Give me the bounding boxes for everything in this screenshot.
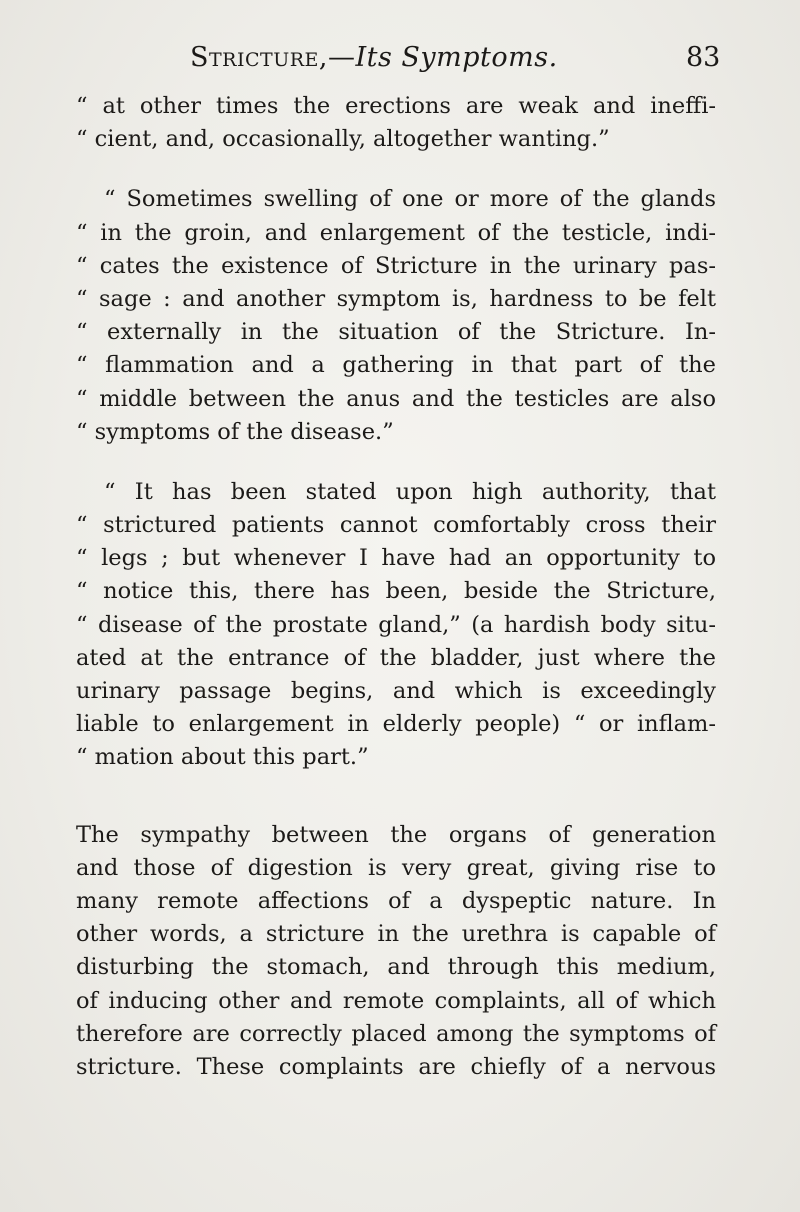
text-line: “ Sometimes swelling of one or more of the glands — [104, 186, 716, 213]
text-line: ated at the entrance of the bladder, just where the — [76, 644, 716, 671]
text-line: “ notice this, there has been, beside the Stricture, — [76, 578, 716, 605]
text-line: The sympathy between the organs of generation — [76, 821, 716, 848]
text-line: “ symptoms of the disease.” — [76, 418, 394, 445]
running-title — [190, 42, 558, 73]
text-line: stricture. These complaints are chiefly of a nervous — [76, 1053, 716, 1080]
text-line: urinary passage begins, and which is exceedingly — [76, 678, 716, 704]
paragraph-4 — [76, 819, 716, 1085]
paragraph-3 — [76, 476, 716, 775]
running-header — [0, 42, 800, 82]
text-line: “ middle between the anus and the testicles are also — [76, 385, 716, 412]
body-text — [76, 90, 716, 1084]
text-line: “ externally in the situation of the Stricture. In- — [76, 319, 716, 346]
text-line: and those of digestion is very great, giving rise to — [76, 854, 716, 881]
text-line: many remote affections of a dyspeptic nature. In — [76, 887, 716, 914]
text-line: “ cates the existence of Stricture in the urinary pas- — [76, 252, 716, 279]
text-line: “ cient, and, occasionally, altogether wanting.” — [76, 126, 610, 153]
paragraph-1 — [76, 90, 716, 156]
page-number: 83 — [686, 42, 721, 73]
title-dash: — — [327, 42, 356, 73]
text-line: liable to enlargement in elderly people) “ or inflam- — [76, 711, 716, 738]
text-line: “ It has been stated upon high authority, that — [104, 478, 716, 505]
text-line: “ at other times the erections are weak and ineffi- — [76, 93, 716, 119]
text-line: other words, a stricture in the urethra is capable of — [76, 921, 716, 948]
text-line: “ sage : and another symptom is, hardness to be felt — [76, 285, 716, 312]
text-line: “ mation about this part.” — [76, 744, 369, 771]
title-italic: Its Symptoms. — [355, 42, 558, 73]
text-line: “ flammation and a gathering in that part of the — [76, 352, 716, 379]
text-line: “ strictured patients cannot comfortably cross their — [76, 512, 716, 539]
text-line: of inducing other and remote complaints, all of which — [76, 987, 716, 1014]
text-line: “ disease of the prostate gland,” (a hardish body situ- — [76, 611, 716, 638]
title-caps: Stricture, — [190, 42, 328, 73]
text-line: “ in the groin, and enlargement of the testicle, indi- — [76, 219, 716, 246]
text-line: therefore are correctly placed among the symptoms of — [76, 1020, 716, 1047]
text-line: “ legs ; but whenever I have had an opportunity to — [76, 545, 716, 572]
text-line: disturbing the stomach, and through this medium, — [76, 954, 716, 981]
paragraph-2 — [76, 183, 716, 449]
